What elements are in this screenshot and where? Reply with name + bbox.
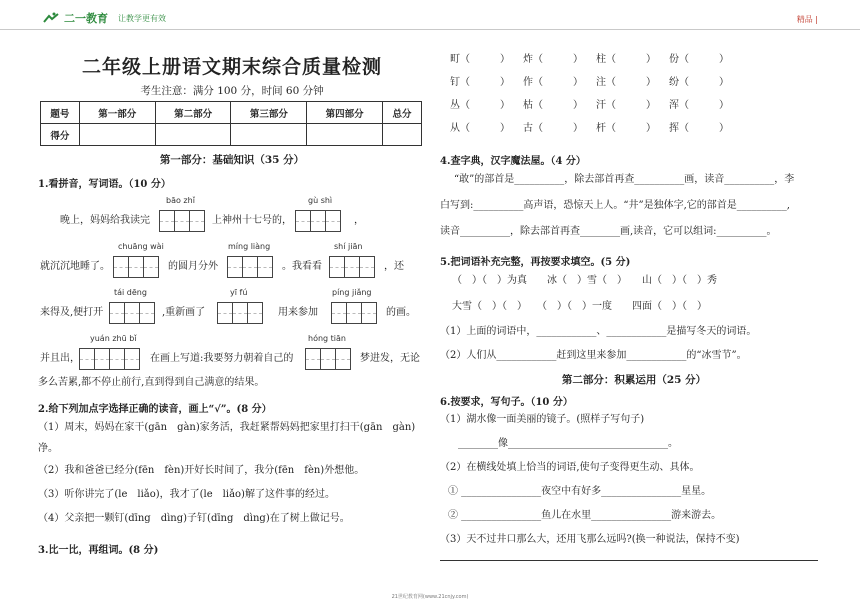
q1-text: 并且出， xyxy=(40,353,80,364)
top-bar xyxy=(0,0,860,30)
q6-item: ① ________________夜空中有好多________________星星。 xyxy=(448,486,712,497)
q2-title: 2.给下列加点字选择正确的读音，画上“√”。(8 分） xyxy=(38,404,272,415)
answer-boxes[interactable] xyxy=(218,302,263,324)
score-header: 第一部分 xyxy=(79,102,155,124)
answer-boxes[interactable] xyxy=(114,256,159,278)
quality-badge: 精品 | xyxy=(796,15,818,24)
q1-text: 用来参加 xyxy=(278,307,318,318)
answer-line[interactable] xyxy=(440,560,818,561)
score-header: 第二部分 xyxy=(155,102,231,124)
score-cell[interactable] xyxy=(155,124,231,146)
q1-text: ， xyxy=(354,215,364,226)
score-table-header-row xyxy=(41,102,422,124)
q1-text: 上神州十七号的， xyxy=(212,215,292,226)
char-item[interactable]: 浑（ ） xyxy=(669,100,729,111)
logo-name: 二一教育 xyxy=(64,12,108,25)
q1-row-1 xyxy=(38,190,426,236)
score-header: 总分 xyxy=(383,102,422,124)
answer-boxes[interactable] xyxy=(296,210,341,232)
logo xyxy=(42,10,166,26)
answer-boxes[interactable] xyxy=(160,210,205,232)
exam-notice: 考生注意：满分 100 分，时间 60 分钟 xyxy=(140,85,324,97)
q1-text: 的圆月分外 xyxy=(168,261,218,272)
pinyin: yī fú xyxy=(230,288,248,297)
char-row xyxy=(450,115,828,138)
q5-row: 大雪（ ）（ ） （ ）（ ）一度 四面（ ）（ ） xyxy=(452,301,707,312)
q6-item: （2）在横线处填上恰当的词语,使句子变得更生动、具体。 xyxy=(440,462,700,473)
pinyin: yuán zhū bǐ xyxy=(90,334,137,343)
char-item[interactable]: 挥（ ） xyxy=(669,123,729,134)
q1-text: 就沉沉地睡了。 xyxy=(40,261,110,272)
pinyin: hóng tiān xyxy=(308,334,346,343)
q1-title: 1.看拼音，写词语。（10 分） xyxy=(38,179,171,190)
score-cell[interactable] xyxy=(231,124,307,146)
char-item[interactable]: 丛（ ） xyxy=(450,100,510,111)
score-cell[interactable] xyxy=(79,124,155,146)
q2-item: （4）父亲把一颗钉(dīng dìng)子钉(dīng dìng)在了树上做记号。 xyxy=(38,513,350,524)
char-compare-table xyxy=(450,46,828,138)
char-item[interactable]: 町（ ） xyxy=(450,54,510,65)
pinyin: tái dēng xyxy=(114,288,147,297)
q1-text: 晚上，妈妈给我读完 xyxy=(60,215,150,226)
q5-question: （1）上面的词语中，____________、____________是描写冬天的词语。 xyxy=(440,326,757,337)
answer-boxes[interactable] xyxy=(330,256,375,278)
answer-boxes[interactable] xyxy=(306,348,351,370)
char-row xyxy=(450,92,828,115)
q4-title: 4.查字典，汉字魔法屋。（4 分） xyxy=(440,156,586,167)
right-column xyxy=(440,30,828,561)
q6-title: 6.按要求，写句子。（10 分） xyxy=(440,397,573,408)
answer-boxes[interactable] xyxy=(228,256,273,278)
footer: 21世纪教育网(www.21cnjy.com) xyxy=(391,594,469,600)
q1-row-2 xyxy=(38,236,426,282)
pinyin: píng jiǎng xyxy=(332,288,372,297)
char-item[interactable]: 古（ ） xyxy=(523,123,583,134)
pinyin: bāo zhǐ xyxy=(166,196,195,205)
exam-title: 二年级上册语文期末综合质量检测 xyxy=(81,56,382,78)
q1-text: ,重新画了 xyxy=(162,307,206,318)
pinyin: chuāng wài xyxy=(118,242,164,251)
q2-item: （3）听你讲完了(le liǎo)，我才了(le liǎo)解了这件事的经过。 xyxy=(38,489,335,500)
answer-boxes[interactable] xyxy=(332,302,377,324)
char-item[interactable]: 纷（ ） xyxy=(669,77,729,88)
pinyin: míng liàng xyxy=(228,242,271,251)
score-table xyxy=(40,101,422,146)
q1-text: 梦进发，无论 xyxy=(360,353,420,364)
q2-item: （2）我和爸爸已经分(fēn fèn)开好长时间了，我分(fēn fèn)外想他。 xyxy=(38,465,365,476)
score-row-label: 得分 xyxy=(41,124,80,146)
score-header: 第四部分 xyxy=(307,102,383,124)
q6-item: ② ________________鱼儿在水里________________游来游去。 xyxy=(448,510,722,521)
q1-text: 来得及,便打开 xyxy=(40,307,104,318)
char-row xyxy=(450,69,828,92)
q4-line: 读音__________，除去部首再查________画,读音，它可以组词:__________。 xyxy=(440,226,777,237)
answer-boxes[interactable] xyxy=(80,348,140,370)
q4-line: 白写到:__________高声语，恐惊天上人。“井”是独体字,它的部首是__________, xyxy=(440,200,790,211)
q6-item: （3）天不过井口那么大，还用飞那么远吗?(换一种说法，保持不变) xyxy=(440,534,740,545)
answer-boxes[interactable] xyxy=(110,302,155,324)
char-item[interactable]: 杆（ ） xyxy=(596,123,656,134)
q5-question: （2）人们从____________赶到这里来参加____________的“冰雪节”。 xyxy=(440,350,747,361)
runner-logo-icon xyxy=(42,12,60,24)
q1-text: 多么苦累,都不停止前行,直到得到自己满意的结果。 xyxy=(38,377,265,388)
score-cell[interactable] xyxy=(383,124,422,146)
q5-row: （ ）（ ）为真 冰（ ）雪（ ） 山（ ）（ ）秀 xyxy=(452,275,717,286)
q1-text: 。我看看 xyxy=(282,261,322,272)
score-cell[interactable] xyxy=(307,124,383,146)
q5-title: 5.把词语补充完整，再按要求填空。(5 分) xyxy=(440,257,631,268)
char-item[interactable]: 汗（ ） xyxy=(596,100,656,111)
score-table-row xyxy=(41,124,422,146)
q1-text: 在画上写道:我要努力朝着自己的 xyxy=(150,353,294,364)
char-item[interactable]: 作（ ） xyxy=(523,77,583,88)
q6-item: ________像________________________________。 xyxy=(458,438,678,449)
char-item[interactable]: 钉（ ） xyxy=(450,77,510,88)
q1-row-4 xyxy=(38,328,426,374)
char-item[interactable]: 柱（ ） xyxy=(596,54,656,65)
score-header: 题号 xyxy=(41,102,80,124)
pinyin: shí jiān xyxy=(334,242,363,251)
part2-title: 第二部分：积累运用（25 分） xyxy=(561,374,707,386)
char-item[interactable]: 炸（ ） xyxy=(523,54,583,65)
char-row xyxy=(450,46,828,69)
q1-text: ，还 xyxy=(384,261,404,272)
pinyin: gù shì xyxy=(308,196,333,205)
char-item[interactable]: 注（ ） xyxy=(596,77,656,88)
q2-item: 净。 xyxy=(38,443,58,454)
char-item[interactable]: 份（ ） xyxy=(669,54,729,65)
char-item[interactable]: 枯（ ） xyxy=(523,100,583,111)
char-item[interactable]: 从（ ） xyxy=(450,123,510,134)
left-column xyxy=(38,30,426,556)
q2-item: （1）周末，妈妈在家干(gān gàn)家务活，我赶紧帮妈妈把家里打扫干(gān gàn) xyxy=(38,422,416,433)
score-header: 第三部分 xyxy=(231,102,307,124)
part1-title: 第一部分：基础知识（35 分） xyxy=(159,154,305,166)
q6-item: （1）湖水像一面美丽的镜子。(照样子写句子) xyxy=(440,414,645,425)
q4-line: “敢”的部首是__________，除去部首再查__________画，读音__________，李 xyxy=(454,174,795,185)
q1-text: 的画。 xyxy=(386,307,416,318)
q1-row-3 xyxy=(38,282,426,328)
q3-title: 3.比一比，再组词。(8 分) xyxy=(38,545,159,556)
logo-slogan: 让教学更有效 xyxy=(118,13,166,23)
